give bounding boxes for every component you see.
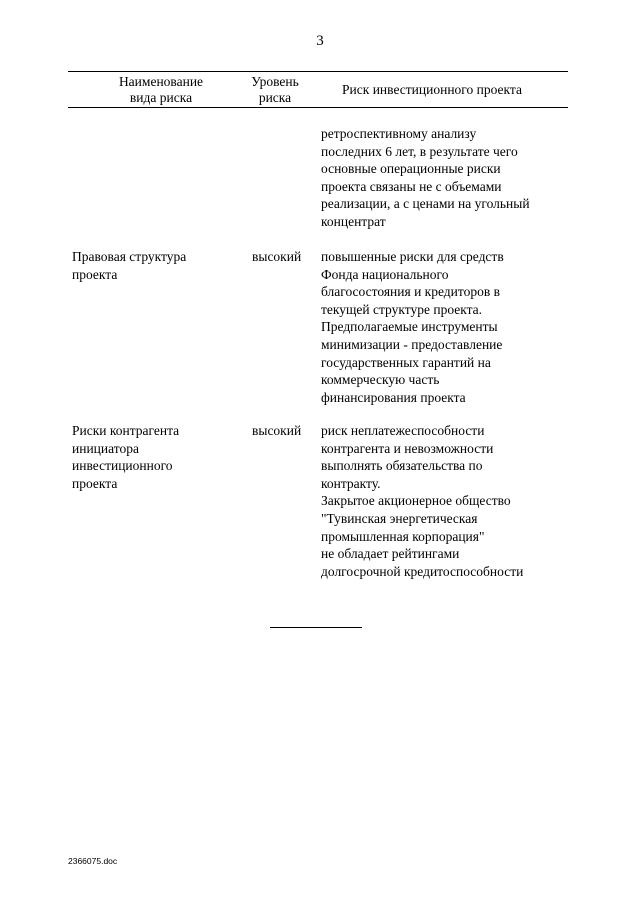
text-line: инициатора [72, 440, 139, 456]
table-header-top-rule [68, 71, 568, 72]
text-line: государственных гарантий на [321, 354, 491, 370]
text-line: благосостояния и кредиторов в [321, 284, 500, 300]
text-line: "Тувинская энергетическая [321, 510, 478, 526]
text-line: реализации, а с ценами на угольный [321, 196, 530, 212]
row-counterparty-name [72, 422, 240, 492]
page-number: 3 [316, 33, 324, 49]
text-line: Предполагаемые инструменты [321, 319, 498, 335]
text-line: проекта [72, 266, 118, 282]
text-line: основные операционные риски [321, 161, 501, 177]
header-risk-level-line: Уровень [251, 74, 299, 89]
text-line: контрагента и невозможности [321, 440, 494, 456]
header-risk-level-line: риска [258, 90, 292, 105]
header-risk-level [246, 74, 304, 106]
text-line: долгосрочной кредитоспособности [321, 563, 524, 579]
row-legal-structure-risk [321, 248, 571, 406]
row-counterparty-risk [321, 422, 571, 580]
text-line: проекта связаны не с объемами [321, 178, 502, 194]
text-line: риск неплатежеспособности [321, 423, 485, 438]
text-line: промышленная корпорация" [321, 528, 485, 544]
text-line: минимизации - предоставление [321, 336, 503, 352]
text-line: текущей структуре проекта. [321, 301, 483, 317]
header-project-risk: Риск инвестиционного проекта [342, 82, 522, 97]
text-line: финансирования проекта [321, 389, 466, 405]
header-risk-type [76, 74, 246, 106]
text-line: выполнять обязательства по [321, 458, 483, 474]
text-line: Фонда национального [321, 266, 449, 282]
text-line: Риски контрагента [72, 423, 180, 438]
text-line: концентрат [321, 213, 386, 229]
row-legal-structure-level: высокий [252, 249, 302, 264]
text-line: коммерческую часть [321, 372, 440, 388]
row-legal-structure-name [72, 248, 240, 283]
header-risk-type-line: Наименование [118, 74, 204, 89]
text-line: Правовая структура [72, 249, 187, 264]
text-line: контракту. [321, 475, 381, 491]
text-line: проекта [72, 475, 118, 491]
text-line: повышенные риски для средств [321, 249, 504, 264]
footer-filename: 2366075.doc [68, 856, 118, 866]
text-line: ретроспективному анализу [321, 126, 477, 141]
table-header-bottom-rule [68, 107, 568, 108]
text-line: не обладает рейтингами [321, 546, 460, 562]
header-risk-type-line: вида риска [129, 90, 193, 105]
continuation-risk-text [321, 125, 571, 231]
text-line: инвестиционного [72, 458, 173, 474]
text-line: последних 6 лет, в результате чего [321, 143, 518, 159]
text-line: Закрытое акционерное общество [321, 493, 511, 509]
end-of-document-rule [270, 627, 362, 628]
row-counterparty-level: высокий [252, 423, 302, 438]
